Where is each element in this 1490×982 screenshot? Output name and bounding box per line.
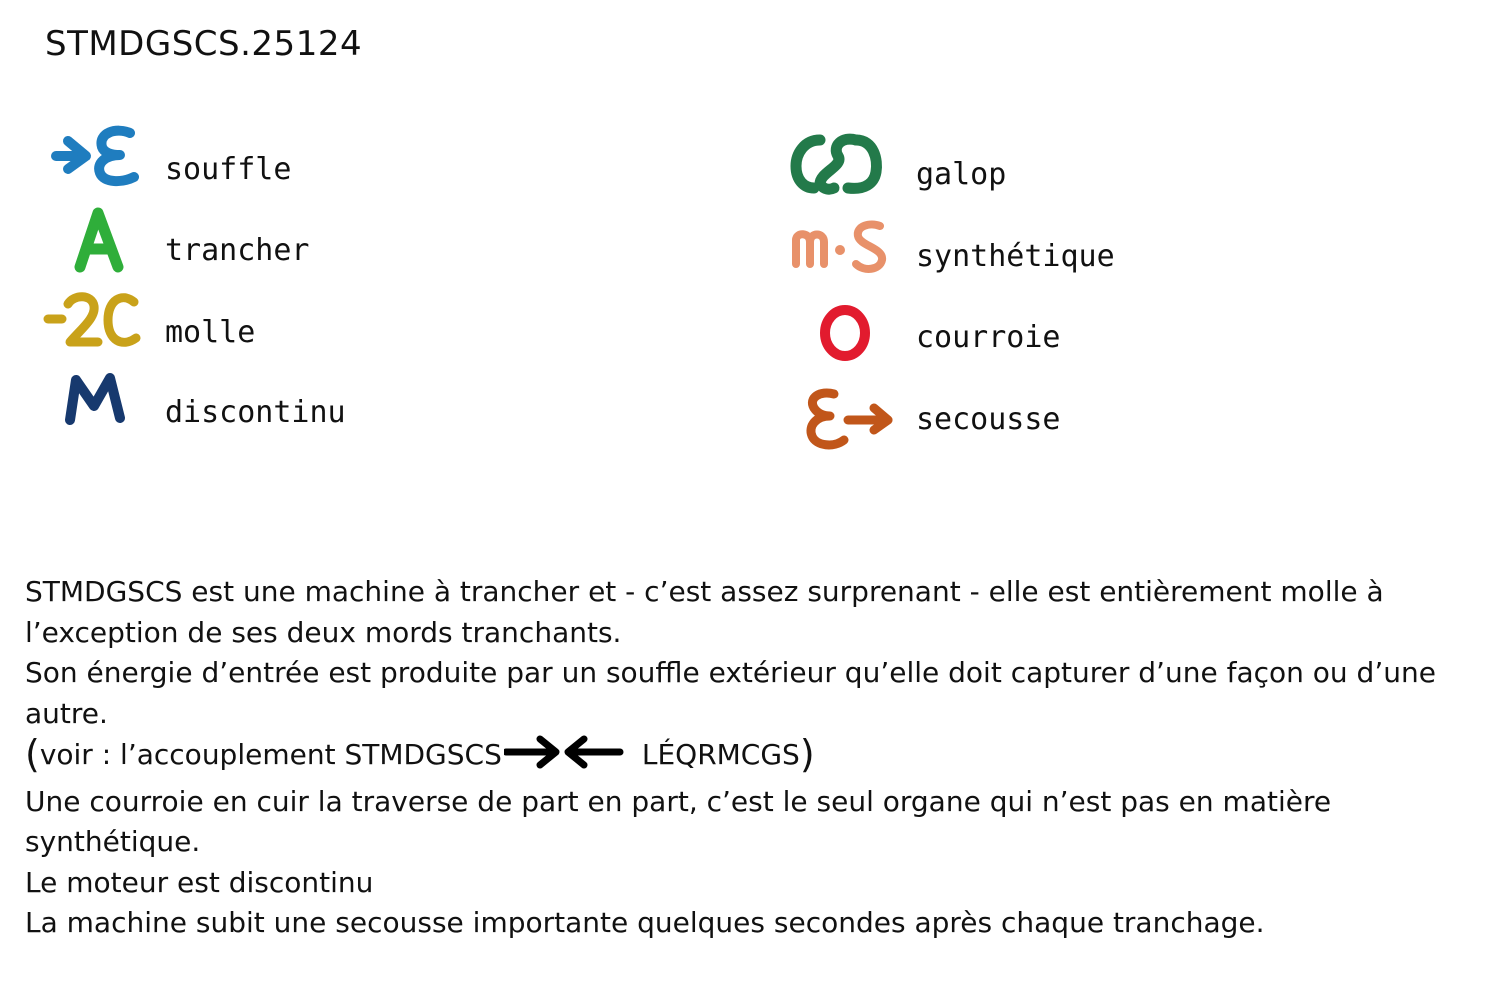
description-line: autre.	[25, 696, 108, 730]
description-line: Une courroie en cuir la traverse de part en part, c’est le seul organe qui n’est pas en matière	[25, 784, 1332, 818]
legend-item-synthetique	[790, 218, 1210, 288]
legend-label-souffle: souffle	[165, 152, 292, 187]
description-line: STMDGSCS est une machine à trancher et - c’est assez surprenant - elle est entièrement molle à	[25, 575, 1384, 608]
coupling-text-suffix: LÉQRMCGS	[641, 738, 800, 771]
legend-item-galop	[790, 132, 1190, 202]
letter-a-icon	[74, 207, 126, 271]
description-line-coupling	[25, 734, 1465, 782]
epsilon-arrow-icon	[804, 388, 896, 452]
description-line: La machine subit une secousse importante quelques secondes après chaque tranchage.	[25, 906, 1265, 939]
description-line: l’exception de ses deux mords tranchants.	[25, 615, 622, 649]
legend-label-discontinu: discontinu	[165, 395, 346, 430]
legend-label-trancher: trancher	[165, 233, 310, 268]
legend-item-souffle	[50, 125, 450, 195]
description-line: Son énergie d’entrée est produite par un souffle extérieur qu’elle doit capturer d’une façon ou d’une	[25, 656, 1436, 689]
close-parenthesis: )	[799, 732, 815, 776]
m-dot-s-icon	[790, 218, 894, 276]
minus-2c-icon	[44, 290, 140, 352]
open-parenthesis: (	[25, 732, 40, 776]
legend-label-galop: galop	[916, 157, 1007, 192]
legend-item-courroie	[790, 300, 1190, 370]
description-line: synthétique.	[25, 825, 201, 858]
cs-ligature-icon	[790, 132, 882, 194]
opposing-arrows-icon	[504, 734, 624, 782]
legend-label-synthetique: synthétique	[916, 239, 1115, 274]
letter-o-icon	[818, 302, 874, 364]
legend-item-secousse	[790, 388, 1190, 458]
legend-label-molle: molle	[165, 315, 256, 350]
letter-m-icon	[64, 372, 128, 426]
legend-item-trancher	[50, 205, 450, 275]
coupling-text-prefix: voir : l’accouplement STMDGSCS	[39, 738, 502, 771]
legend-item-molle	[44, 290, 444, 360]
document-title: STMDGSCS.25124	[45, 24, 363, 64]
arrow-epsilon-icon	[50, 125, 140, 187]
description-line: Le moteur est discontinu	[25, 865, 374, 899]
legend-label-courroie: courroie	[916, 320, 1061, 355]
legend-label-secousse: secousse	[916, 402, 1061, 437]
description-paragraph	[25, 572, 1465, 944]
legend-item-discontinu	[50, 370, 470, 440]
